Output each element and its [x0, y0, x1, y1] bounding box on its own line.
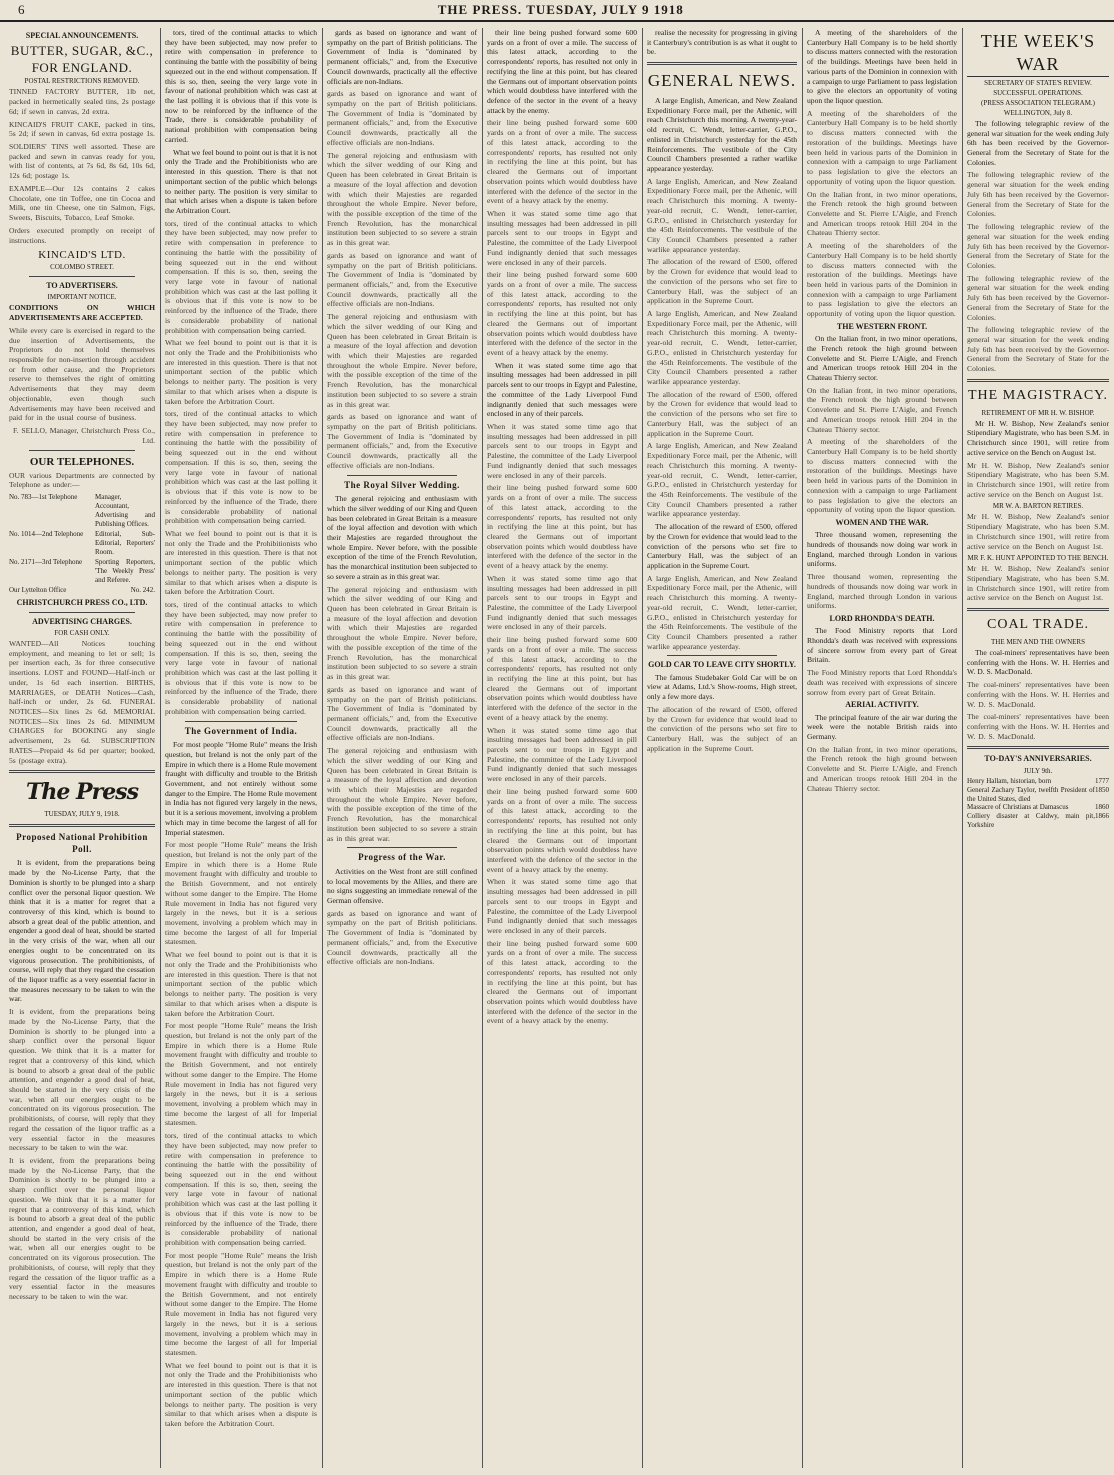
- manager-signature: F. SELLO, Manager, Christchurch Press Co., Ltd.: [12, 426, 155, 445]
- ad-line-5: Orders executed promptly on receipt of instructions.: [9, 225, 155, 245]
- phone-row: Our Lyttelton Office No. 242.: [9, 585, 155, 594]
- anniversary-row: Henry Hallam, historian, born 1777: [967, 776, 1109, 785]
- anniversary-row: Massacre of Christians at Damascus 1860: [967, 803, 1109, 812]
- important-notice: IMPORTANT NOTICE.: [47, 293, 117, 302]
- col3-text-b: The general rejoicing and enthusiasm with which the silver wedding of our King and Queen has been celebrated in Great Britain is a measure of the loyal affection and devotion with which their Majesties are regarded throughout the whole Empire. Never before, with the possible exception of the time of the French Revolution, has the monarchical institution been subjected to so severe a strain as in this great war.: [327, 494, 477, 581]
- ad-line-2: KINCAID'S FRUIT CAKE, packed in tins, 5s 2d; if sewn in canvas, 6d extra postage 1s.: [9, 119, 155, 139]
- weeks-war-sub-2: SUCCESSFUL OPERATIONS.: [993, 89, 1083, 98]
- advertisers-heading: TO ADVERTISERS.: [46, 281, 118, 291]
- phone-row: No. 2171—3rd Telephone Sporting Reporters, 'The Weekly Press' and Referee.: [9, 557, 155, 584]
- column-3: gards as based on ignorance and want of sympathy on the part of British politicians. The Government of India is "dominated by permanent officials," and, from the Executive Council downwards, practically all the effective officials are non-Indians. gards as based on ignorance and want of sympathy on the part of British politicians. The Government of India is "dominated by permanent officials," and, from the Executive Council downwards, practically all the effective officials are non-Indians. The general rejoicing and enthusiasm with which the silver wedding of our King and Queen has been celebrated in Great Britain is a measure of the loyal affection and devotion with which their Majesties are regarded throughout the whole Empire. Never before, with the possible exception of the time of the French Revolution, has the monarchical institution been subjected to so severe a strain as in this great war. gards as based on ignorance and want of sympathy on the part of British politicians. The Government of India is "dominated by permanent officials," and, from the Executive Council downwards, practically all the effective officials are non-Indians. The general rejoicing and enthusiasm with which the silver wedding of our King and Queen has been celebrated in Great Britain is a measure of the loyal affection and devotion with which their Majesties are regarded throughout the whole Empire. Never before, with the possible exception of the time of the French Revolution, has the monarchical institution been subjected to so severe a strain as in this great war. gards as based on ignorance and want of sympathy on the part of British politicians. The Government of India is "dominated by permanent officials," and, from the Executive Council downwards, practically all the effective officials are non-Indians. The Royal Silver Wedding. The general rejoicing and enthusiasm with which the silver wedding of our King and Queen has been celebrated in Great Britain is a measure of the loyal affection and devotion with which their Majesties are regarded throughout the whole Empire. Never before, with the possible exception of the time of the French Revolution, has the monarchical institution been subjected to so severe a strain as in this great war. The general rejoicing and enthusiasm with which the silver wedding of our King and Queen has been celebrated in Great Britain is a measure of the loyal affection and devotion with which their Majesties are regarded throughout the whole Empire. Never before, with the possible exception of the time of the French Revolution, has the monarchical institution been subjected to so severe a strain as in this great war. gards as based on ignorance and want of sympathy on the part of British politicians. The Government of India is "dominated by permanent officials," and, from the Executive Council downwards, practically all the effective officials are non-Indians. The general rejoicing and enthusiasm with which the silver wedding of our King and Queen has been celebrated in Great Britain is a measure of the loyal affection and devotion with which their Majesties are regarded throughout the whole Empire. Never before, with the possible exception of the time of the French Revolution, has the monarchical institution been subjected to so severe a strain as in this great war. Progress of the War. Activities on the West front are still confined to local movements by the Allies, and there are no signs suggesting an immediate renewal of the German offensive. gards as based on ignorance and want of sympathy on the part of British politicians. The Government of India is "dominated by permanent officials," and, from the Executive Council downwards, practically all the effective officials are non-Indians.: [327, 28, 477, 967]
- aerial-activity-heading: AERIAL ACTIVITY.: [845, 700, 919, 710]
- anniversaries-heading: TO-DAY'S ANNIVERSARIES.: [984, 754, 1092, 764]
- coal-trade-heading: COAL TRADE.: [987, 617, 1089, 633]
- col6-text-b: On the Italian front, in two minor operations, the French retook the high ground between Convelette and St. Pierre L'Aigle, and French and American troops retook Hill 204 in the Chateau Thierry sector.: [807, 334, 957, 382]
- kincaid-address: COLOMBO STREET.: [50, 263, 114, 272]
- women-war-heading: WOMEN AND THE WAR.: [835, 518, 929, 528]
- telephones-heading: OUR TELEPHONES.: [29, 455, 135, 468]
- progress-of-war-heading: Progress of the War.: [358, 852, 446, 863]
- butter-heading: BUTTER, SUGAR, &C., FOR ENGLAND.: [10, 43, 154, 75]
- weeks-war-sub: SECRETARY OF STATE'S REVIEW.: [984, 79, 1092, 88]
- government-of-india-heading: The Government of India.: [184, 725, 298, 736]
- col7-text-c: The coal-miners' representatives have been conferring with the Hons. W. H. Herries and W. D. S. MacDonald.: [967, 647, 1109, 677]
- conditions-text: While every care is exercised in regard to the due insertion of Advertisements, the Proprietors do not hold themselves responsible for non-insertion through accident or from other cause, and the Proprietors reserve to themselves the right of omitting Advertisements that they may deem objectionable, even though such Advertisements may have been received and paid for in the usual course of business.: [9, 325, 155, 423]
- magistracy-heading: THE MAGISTRACY.: [968, 387, 1108, 403]
- column-4: their line being pushed forward some 600 yards on a front of over a mile. The success of this latest attack, according to the correspondents' reports, has resulted not only in rectifying the line at this point, but has cleared the Germans out of important observation points which would doubtless have interfered with the defence of the sector in the event of a heavy attack by the enemy. their line being pushed forward some 600 yards on a front of over a mile. The success of this latest attack, according to the correspondents' reports, has resulted not only in rectifying the line at this point, but has cleared the Germans out of important observation points which would doubtless have interfered with the defence of the sector in the event of a heavy attack by the enemy. When it was stated some time ago that insulting messages had been addressed in pill parcels sent to our troops in Egypt and Palestine, the committee of the Lady Liverpool Fund indignantly denied that such messages were enclosed in any of their parcels. their line being pushed forward some 600 yards on a front of over a mile. The success of this latest attack, according to the correspondents' reports, has resulted not only in rectifying the line at this point, but has cleared the Germans out of important observation points which would doubtless have interfered with the defence of the sector in the event of a heavy attack by the enemy. When it was stated some time ago that insulting messages had been addressed in pill parcels sent to our troops in Egypt and Palestine, the committee of the Lady Liverpool Fund indignantly denied that such messages were enclosed in any of their parcels. When it was stated some time ago that insulting messages had been addressed in pill parcels sent to our troops in Egypt and Palestine, the committee of the Lady Liverpool Fund indignantly denied that such messages were enclosed in any of their parcels. their line being pushed forward some 600 yards on a front of over a mile. The success of this latest attack, according to the correspondents' reports, has resulted not only in rectifying the line at this point, but has cleared the Germans out of important observation points which would doubtless have interfered with the defence of the sector in the event of a heavy attack by the enemy. When it was stated some time ago that insulting messages had been addressed in pill parcels sent to our troops in Egypt and Palestine, the committee of the Lady Liverpool Fund indignantly denied that such messages were enclosed in any of their parcels. their line being pushed forward some 600 yards on a front of over a mile. The success of this latest attack, according to the correspondents' reports, has resulted not only in rectifying the line at this point, but has cleared the Germans out of important observation points which would doubtless have interfered with the defence of the sector in the event of a heavy attack by the enemy. When it was stated some time ago that insulting messages had been addressed in pill parcels sent to our troops in Egypt and Palestine, the committee of the Lady Liverpool Fund indignantly denied that such messages were enclosed in any of their parcels. their line being pushed forward some 600 yards on a front of over a mile. The success of this latest attack, according to the correspondents' reports, has resulted not only in rectifying the line at this point, but has cleared the Germans out of important observation points which would doubtless have interfered with the defence of the sector in the event of a heavy attack by the enemy. When it was stated some time ago that insulting messages had been addressed in pill parcels sent to our troops in Egypt and Palestine, the committee of the Lady Liverpool Fund indignantly denied that such messages were enclosed in any of their parcels. their line being pushed forward some 600 yards on a front of over a mile. The success of this latest attack, according to the correspondents' reports, has resulted not only in rectifying the line at this point, but has cleared the Germans out of important observation points which would doubtless have interfered with the defence of the sector in the event of a heavy attack by the enemy.: [487, 28, 637, 1026]
- silver-wedding-heading: The Royal Silver Wedding.: [344, 479, 460, 490]
- kincaid-name: KINCAID'S LTD.: [38, 249, 126, 262]
- newspaper-flag: The Press: [26, 779, 138, 806]
- cash-only: FOR CASH ONLY.: [54, 628, 110, 637]
- editorial-text: It is evident, from the preparations being made by the No-License Party, that the Dominion is shortly to be plunged into a sharp conflict over the personal liquor question. We think that it is a matter for regret that a controversy of this kind, which is bound to absorb a great deal of the public attention, and engender a good deal of heat, should be started in the very crisis of the war, when all our energies ought to be concentrated on its vigorous prosecution. The prohibitionists, of course, will reply that they regard the cessation of the liquor traffic as a very essential factor in the measures necessary to be taken to win the war.: [9, 858, 155, 1004]
- anniversary-row: General Zachary Taylor, twelfth President of the United States, died 1850: [967, 785, 1109, 803]
- column-7: THE WEEK'S WAR SECRETARY OF STATE'S REVIEW. SUCCESSFUL OPERATIONS. (PRESS ASSOCIATION TELEGRAM.) WELLINGTON, July 8. The following telegraphic review of the general war situation for the week ending July 6th has been received by the Governor-General from the Secretary of State for the Colonies. The following telegraphic review of the general war situation for the week ending July 6th has been received by the Governor-General from the Secretary of State for the Colonies. The following telegraphic review of the general war situation for the week ending July 6th has been received by the Governor-General from the Secretary of State for the Colonies. The following telegraphic review of the general war situation for the week ending July 6th has been received by the Governor-General from the Secretary of State for the Colonies. The following telegraphic review of the general war situation for the week ending July 6th has been received by the Governor-General from the Secretary of State for the Colonies. THE MAGISTRACY. RETIREMENT OF MR H. W. BISHOP. Mr H. W. Bishop, New Zealand's senior Stipendiary Magistrate, who has been S.M. in Christchurch since 1901, will retire from active service on the Bench on August 1st. Mr H. W. Bishop, New Zealand's senior Stipendiary Magistrate, who has been S.M. in Christchurch since 1901, will retire from active service on the Bench on August 1st. MR W. A. BARTON RETIRES. Mr H. W. Bishop, New Zealand's senior Stipendiary Magistrate, who has been S.M. in Christchurch since 1901, will retire from active service on the Bench on August 1st. MR F. K. HUNT APPOINTED TO THE BENCH. Mr H. W. Bishop, New Zealand's senior Stipendiary Magistrate, who has been S.M. in Christchurch since 1901, will retire from active service on the Bench on August 1st. COAL TRADE. THE MEN AND THE OWNERS The coal-miners' representatives have been conferring with the Hons. W. H. Herries and W. D. S. MacDonald. The coal-miners' representatives have been conferring with the Hons. W. H. Herries and W. D. S. MacDonald. The coal-miners' representatives have been conferring with the Hons. W. H. Herries and W. D. S. MacDonald. TO-DAY'S ANNIVERSARIES. JULY 9th. Henry Hallam, historian, born 1777 General Zachary Taylor, twelfth President of the United States, died 1850 Massacre of Christians at Damascus 1860 Colliery disaster at Caldwy, main pit, Yorkshire 1866: [967, 31, 1109, 830]
- col4-text-b: When it was stated some time ago that insulting messages had been addressed in pill parcels sent to our troops in Egypt and Palestine, the committee of the Lady Liverpool Fund indignantly denied that such messages were enclosed in any of their parcels.: [487, 360, 637, 419]
- advertising-charges-heading: ADVERTISING CHARGES.: [32, 616, 132, 626]
- col5-text-c: The allocation of the reward of £500, offered by the Crown for evidence that would lead to the conviction of the persons who set fire to Canterbury Hall, was the subject of an application in the Supreme Court.: [647, 522, 797, 570]
- col4-text-a: their line being pushed forward some 600 yards on a front of over a mile. The success of this latest attack, according to the correspondents' reports, has resulted not only in rectifying the line at this point, but has cleared the Germans out of important observation points which would doubtless have interfered with the defence of the sector in the event of a heavy attack by the enemy.: [487, 28, 637, 115]
- column-5: realise the necessity for progressing in giving it Canterbury's contribution is as what it ought to be. GENERAL NEWS. A large English, American, and New Zealand Expeditionary Force mail, per the Athenic, will reach Christchurch this morning. A twenty-year-old recruit, C. Wendt, letter-carrier, G.P.O., enlisted in Christchurch yesterday for the 45th Reinforcements. The vestibule of the City Council Chambers presented a rather warlike appearance yesterday. A large English, American, and New Zealand Expeditionary Force mail, per the Athenic, will reach Christchurch this morning. A twenty-year-old recruit, C. Wendt, letter-carrier, G.P.O., enlisted in Christchurch yesterday for the 45th Reinforcements. The vestibule of the City Council Chambers presented a rather warlike appearance yesterday. The allocation of the reward of £500, offered by the Crown for evidence that would lead to the conviction of the persons who set fire to Canterbury Hall, was the subject of an application in the Supreme Court. A large English, American, and New Zealand Expeditionary Force mail, per the Athenic, will reach Christchurch this morning. A twenty-year-old recruit, C. Wendt, letter-carrier, G.P.O., enlisted in Christchurch yesterday for the 45th Reinforcements. The vestibule of the City Council Chambers presented a rather warlike appearance yesterday. The allocation of the reward of £500, offered by the Crown for evidence that would lead to the conviction of the persons who set fire to Canterbury Hall, was the subject of an application in the Supreme Court. A large English, American, and New Zealand Expeditionary Force mail, per the Athenic, will reach Christchurch this morning. A twenty-year-old recruit, C. Wendt, letter-carrier, G.P.O., enlisted in Christchurch yesterday for the 45th Reinforcements. The vestibule of the City Council Chambers presented a rather warlike appearance yesterday. The allocation of the reward of £500, offered by the Crown for evidence that would lead to the conviction of the persons who set fire to Canterbury Hall, was the subject of an application in the Supreme Court. A large English, American, and New Zealand Expeditionary Force mail, per the Athenic, will reach Christchurch this morning. A twenty-year-old recruit, C. Wendt, letter-carrier, G.P.O., enlisted in Christchurch yesterday for the 45th Reinforcements. The vestibule of the City Council Chambers presented a rather warlike appearance yesterday. GOLD CAR TO LEAVE CITY SHORTLY. The famous Studebaker Gold Car will be on view at Adams, Ltd.'s Show-rooms, High street, only a few more days. The allocation of the reward of £500, offered by the Crown for evidence that would lead to the conviction of the persons who set fire to Canterbury Hall, was the subject of an application in the Supreme Court.: [647, 28, 797, 753]
- col7-text-b: Mr H. W. Bishop, New Zealand's senior Stipendiary Magistrate, who has been S.M. in Christchurch since 1901, will retire from active service on the Bench on August 1st.: [967, 418, 1109, 457]
- special-announcements-heading: SPECIAL ANNOUNCEMENTS.: [25, 31, 139, 40]
- col2-text-a: tors, tired of the continual attacks to which they have been subjected, may now prefer to retire with compensation in preference to continuing the battle with the possibility of being squeezed out in the end without compensation. If this is so, then, seeing the very large vote in favour of national prohibition which was cast at the last polling it is obvious that if this vote is now to be reinforced by the influence of the Trade, there is considerable probability of national prohibition with compensation being carried.: [165, 28, 317, 144]
- col7-text-a: The following telegraphic review of the general war situation for the week ending July 6th has been received by the Governor-General from the Secretary of State for the Colonies.: [967, 118, 1109, 167]
- phone-row: No. 1014—2nd Telephone Editorial, Sub-Editorial, Reporters' Room.: [9, 529, 155, 556]
- conditions-title: CONDITIONS ON WHICH ADVERTISEMENTS ARE ACCEPTED.: [9, 303, 155, 323]
- col3-text-c: Activities on the West front are still confined to local movements by the Allies, and there are no signs suggesting an immediate renewal of the German offensive.: [327, 866, 477, 905]
- masthead-title: THE PRESS. TUESDAY, JULY 9 1918: [437, 2, 684, 17]
- col6-text-c: Three thousand women, representing the hundreds of thousands now doing war work in England, marched through London in various uniforms.: [807, 530, 957, 569]
- col2-text-b: What we feel bound to point out is that it is not only the Trade and the Prohibitionists who are interested in this question. There is that not unimportant section of the public which belongs to neither party. The position is very similar to that which arises when a dispute is taken before the Arbitration Court.: [165, 147, 317, 215]
- col2-text-c: For most people "Home Rule" means the Irish question, but Ireland is not the only part of the Empire in which there is a Home Rule movement fraught with difficulty and trouble to the British Government, and not entirely without some danger to the Empire. The Home Rule movement in India has not figured very largely in the news, but it is a serious movement, involving a problem which may in time become the largest of all for Imperial statesmen.: [165, 740, 317, 837]
- column-1: [6, 28, 158, 1468]
- rhondda-heading: LORD RHONDDA'S DEATH.: [829, 614, 935, 623]
- phone-row: No. 783—1st Telephone Manager, Accountant, Advertising and Publishing Offices.: [9, 493, 155, 528]
- masthead: [0, 0, 1114, 22]
- issue-date: TUESDAY, JULY 9, 1918.: [44, 810, 120, 819]
- editorial-heading: Proposed National Prohibition Poll.: [16, 832, 148, 854]
- page-number: 6: [18, 2, 26, 17]
- col5-text-d: The famous Studebaker Gold Car will be on view at Adams, Ltd.'s Show-rooms, High street, only a few more days.: [647, 672, 797, 702]
- postal-notice: POSTAL RESTRICTIONS REMOVED.: [24, 77, 140, 86]
- anniversary-row: Colliery disaster at Caldwy, main pit, Yorkshire 1866: [967, 812, 1109, 830]
- column-6: A meeting of the shareholders of the Canterbury Hall Company is to be held shortly to discuss matters connected with the restoration of the buildings. Meetings have been held in various parts of the Dominion in connexion with a campaign to urge Parliament to pass legislation to give the electors an opportunity of voting upon the liquor question. A meeting of the shareholders of the Canterbury Hall Company is to be held shortly to discuss matters connected with the restoration of the buildings. Meetings have been held in various parts of the Dominion in connexion with a campaign to urge Parliament to pass legislation to give the electors an opportunity of voting upon the liquor question. On the Italian front, in two minor operations, the French retook the high ground between Convelette and St. Pierre L'Aigle, and French and American troops retook Hill 204 in the Chateau Thierry sector. A meeting of the shareholders of the Canterbury Hall Company is to be held shortly to discuss matters connected with the restoration of the buildings. Meetings have been held in various parts of the Dominion in connexion with a campaign to urge Parliament to pass legislation to give the electors an opportunity of voting upon the liquor question. THE WESTERN FRONT. On the Italian front, in two minor operations, the French retook the high ground between Convelette and St. Pierre L'Aigle, and French and American troops retook Hill 204 in the Chateau Thierry sector. On the Italian front, in two minor operations, the French retook the high ground between Convelette and St. Pierre L'Aigle, and French and American troops retook Hill 204 in the Chateau Thierry sector. A meeting of the shareholders of the Canterbury Hall Company is to be held shortly to discuss matters connected with the restoration of the buildings. Meetings have been held in various parts of the Dominion in connexion with a campaign to urge Parliament to pass legislation to give the electors an opportunity of voting upon the liquor question. WOMEN AND THE WAR. Three thousand women, representing the hundreds of thousands now doing war work in England, marched through London in various uniforms. Three thousand women, representing the hundreds of thousands now doing war work in England, marched through London in various uniforms. LORD RHONDDA'S DEATH. The Food Ministry reports that Lord Rhondda's death was received with expressions of sincere sorrow from every part of Great Britain. The Food Ministry reports that Lord Rhondda's death was received with expressions of sincere sorrow from every part of Great Britain. AERIAL ACTIVITY. The principal feature of the air war during the week were the notable British raids into Germany. On the Italian front, in two minor operations, the French retook the high ground between Convelette and St. Pierre L'Aigle, and French and American troops retook Hill 204 in the Chateau Thierry sector.: [807, 28, 957, 793]
- western-front-heading: THE WESTERN FRONT.: [836, 321, 928, 331]
- gold-car-heading: GOLD CAR TO LEAVE CITY SHORTLY.: [648, 660, 796, 670]
- telephones-intro: OUR various Departments are connected by Telephone as under:—: [9, 470, 155, 490]
- col5-text-a: realise the necessity for progressing in giving it Canterbury's contribution is as what it ought to be.: [647, 28, 797, 57]
- editorial-text-cont-2: It is evident, from the preparations being made by the No-License Party, that the Dominion is shortly to be plunged into a sharp conflict over the personal liquor question. We think that it is a matter for regret that a controversy of this kind, which is bound to absorb a great deal of the public attention, and engender a good deal of heat, should be started in the very crisis of the war, when all our energies ought to be concentrated on its vigorous prosecution. The prohibitionists, of course, will reply that they regard the cessation of the liquor traffic as a very essential factor in the measures necessary to be taken to win the war.: [9, 1155, 155, 1302]
- general-news-heading: GENERAL NEWS.: [647, 71, 797, 91]
- ad-line-4: EXAMPLE—Our 12s contains 2 cakes Chocolate, one tin Toffee, one tin Cocoa and Milk, one tin Cheese, one tin Salmon, Figs, Sweets, Biscuits, Tobacco, Leaf Smoke.: [9, 183, 155, 223]
- ad-line-1: TINNED FACTORY BUTTER, 1lb net, packed in hermetically sealed tins, 2s postage 6d; if sewn in canvas, 2d extra.: [9, 87, 155, 116]
- weeks-war-heading: THE WEEK'S WAR: [967, 30, 1109, 77]
- col6-text-a: A meeting of the shareholders of the Canterbury Hall Company is to be held shortly to discuss matters connected with the restoration of the buildings. Meetings have been held in various parts of the Dominion in connexion with a campaign to urge Parliament to pass legislation to give the electors an opportunity of voting upon the liquor question.: [807, 28, 957, 106]
- charges-text: WANTED—All Notices touching employment, and meaning to let or sell; 1s per insertion each, 3s for three consecutive insertions. LOST and FOUND—Half-inch or under, 1s 6d each insertion. BIRTHS, MARRIAGES, or DEATH Notices—Cash, half-inch or under, 2s 6d. FUNERAL NOTICES—Six lines 2s 6d. MEMORIAL NOTICES—Six lines 2s 6d. MINIMUM CHARGES for BOOKING any single advertisement, 2s 6d. SUBSCRIPTION RATES—Prepaid 4s 6d per quarter; booked, 5s (postage extra).: [9, 638, 155, 765]
- col5-text-b: A large English, American, and New Zealand Expeditionary Force mail, per the Athenic, will reach Christchurch this morning. A twenty-year-old recruit, C. Wendt, letter-carrier, G.P.O., enlisted in Christchurch yesterday for the 45th Reinforcements. The vestibule of the City Council Chambers presented a rather warlike appearance yesterday.: [647, 95, 797, 173]
- col6-text-d: The Food Ministry reports that Lord Rhondda's death was received with expressions of sincere sorrow from every part of Great Britain.: [807, 626, 957, 665]
- editorial-text-cont: It is evident, from the preparations being made by the No-License Party, that the Dominion is shortly to be plunged into a sharp conflict over the personal liquor question. We think that it is a matter for regret that a controversy of this kind, which is bound to absorb a great deal of the public attention, and engender a good deal of heat, should be started in the very crisis of the war, when all our energies ought to be concentrated on its vigorous prosecution. The prohibitionists, of course, will reply that they regard the cessation of the liquor traffic as a very essential factor in the measures necessary to be taken to win the war.: [9, 1007, 155, 1153]
- col6-text-e: The principal feature of the air war during the week were the notable British raids into Germany.: [807, 712, 957, 741]
- company-name: CHRISTCHURCH PRESS CO., LTD.: [16, 597, 148, 607]
- ad-line-3: SOLDIERS' TINS well assorted. These are packed and sewn in canvas ready for you, with list of contents, at 7s 6d, 8s 6d, 10s 6d, 12s 6d; postage 1s.: [9, 142, 155, 181]
- column-2: tors, tired of the continual attacks to which they have been subjected, may now prefer to retire with compensation in preference to continuing the battle with the possibility of being squeezed out in the end without compensation. If this is so, then, seeing the very large vote in favour of national prohibition which was cast at the last polling it is obvious that if this vote is now to be reinforced by the influence of the Trade, there is considerable probability of national prohibition with compensation being carried. What we feel bound to point out is that it is not only the Trade and the Prohibitionists who are interested in this question. There is that not unimportant section of the public which belongs to neither party. The position is very similar to that which arises when a dispute is taken before the Arbitration Court. tors, tired of the continual attacks to which they have been subjected, may now prefer to retire with compensation in preference to continuing the battle with the possibility of being squeezed out in the end without compensation. If this is so, then, seeing the very large vote in favour of national prohibition which was cast at the last polling it is obvious that if this vote is now to be reinforced by the influence of the Trade, there is considerable probability of national prohibition with compensation being carried. What we feel bound to point out is that it is not only the Trade and the Prohibitionists who are interested in this question. There is that not unimportant section of the public which belongs to neither party. The position is very similar to that which arises when a dispute is taken before the Arbitration Court. tors, tired of the continual attacks to which they have been subjected, may now prefer to retire with compensation in preference to continuing the battle with the possibility of being squeezed out in the end without compensation. If this is so, then, seeing the very large vote in favour of national prohibition which was cast at the last polling it is obvious that if this vote is now to be reinforced by the influence of the Trade, there is considerable probability of national prohibition with compensation being carried. What we feel bound to point out is that it is not only the Trade and the Prohibitionists who are interested in this question. There is that not unimportant section of the public which belongs to neither party. The position is very similar to that which arises when a dispute is taken before the Arbitration Court. tors, tired of the continual attacks to which they have been subjected, may now prefer to retire with compensation in preference to continuing the battle with the possibility of being squeezed out in the end without compensation. If this is so, then, seeing the very large vote in favour of national prohibition which was cast at the last polling it is obvious that if this vote is now to be reinforced by the influence of the Trade, there is considerable probability of national prohibition with compensation being carried. The Government of India. For most people "Home Rule" means the Irish question, but Ireland is not the only part of the Empire in which there is a Home Rule movement fraught with difficulty and trouble to the British Government, and not entirely without some danger to the Empire. The Home Rule movement in India has not figured very largely in the news, but it is a serious movement, involving a problem which may in time become the largest of all for Imperial statesmen. For most people "Home Rule" means the Irish question, but Ireland is not the only part of the Empire in which there is a Home Rule movement fraught with difficulty and trouble to the British Government, and not entirely without some danger to the Empire. The Home Rule movement in India has not figured very largely in the news, but it is a serious movement, involving a problem which may in time become the largest of all for Imperial statesmen. What we feel bound to point out is that it is not only the Trade and the Prohibitionists who are interested in this question. There is that not unimportant section of the public which belongs to neither party. The position is very similar to that which arises when a dispute is taken before the Arbitration Court. For most people "Home Rule" means the Irish question, but Ireland is not the only part of the Empire in which there is a Home Rule movement fraught with difficulty and trouble to the British Government, and not entirely without some danger to the Empire. The Home Rule movement in India has not figured very largely in the news, but it is a serious movement, involving a problem which may in time become the largest of all for Imperial statesmen. tors, tired of the continual attacks to which they have been subjected, may now prefer to retire with compensation in preference to continuing the battle with the possibility of being squeezed out in the end without compensation. If this is so, then, seeing the very large vote in favour of national prohibition which was cast at the last polling it is obvious that if this vote is now to be reinforced by the influence of the Trade, there is considerable probability of national prohibition with compensation being carried. For most people "Home Rule" means the Irish question, but Ireland is not the only part of the Empire in which there is a Home Rule movement fraught with difficulty and trouble to the British Government, and not entirely without some danger to the Empire. The Home Rule movement in India has not figured very largely in the news, but it is a serious movement, involving a problem which may in time become the largest of all for Imperial statesmen. What we feel bound to point out is that it is not only the Trade and the Prohibitionists who are interested in this question. There is that not unimportant section of the public which belongs to neither party. The position is very similar to that which arises when a dispute is taken before the Arbitration Court.: [165, 28, 317, 1428]
- col3-text-a: gards as based on ignorance and want of sympathy on the part of British politicians. The Government of India is "dominated by permanent officials," and, from the Executive Council downwards, practically all the effective officials are non-Indians.: [327, 28, 477, 86]
